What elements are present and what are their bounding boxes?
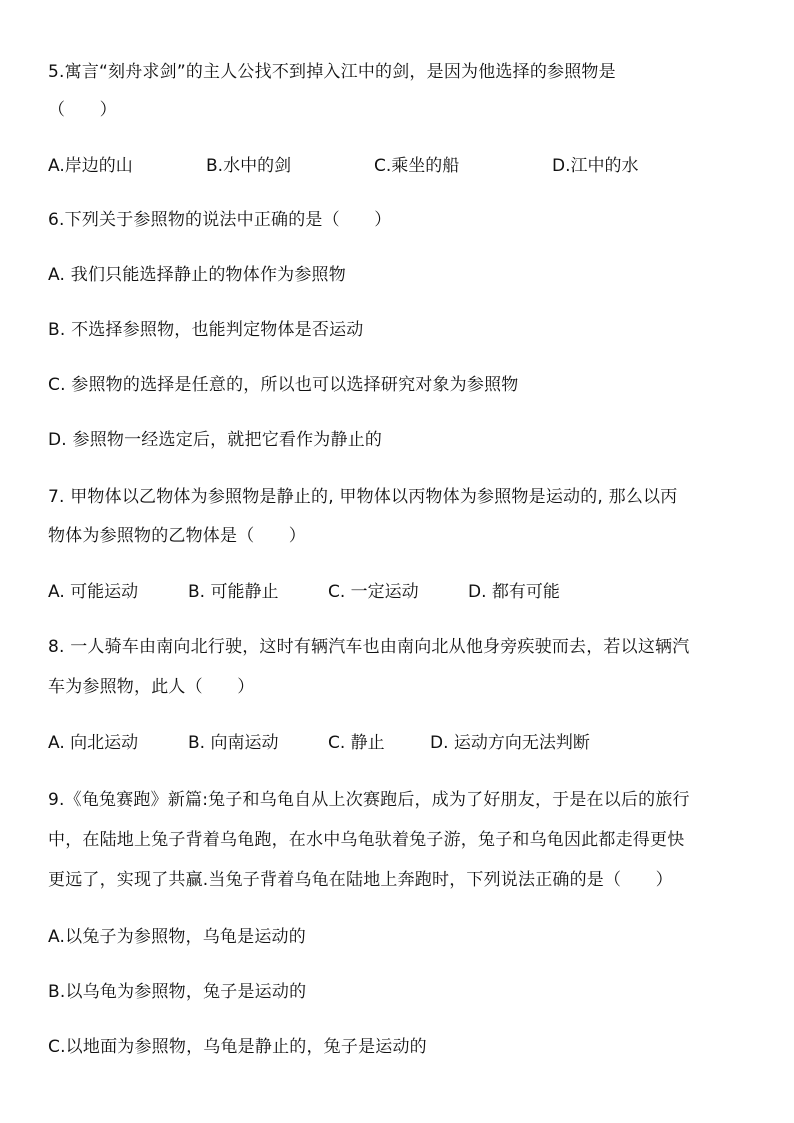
question-5-option-c: C.乘坐的船	[374, 156, 460, 176]
question-6-stem: 6.下列关于参照物的说法中正确的是（ ）	[48, 210, 392, 230]
question-5-stem-line-1: 5.寓言“刻舟求剑”的主人公找不到掉入江中的剑，是因为他选择的参照物是	[48, 62, 616, 82]
question-5-stem-line-2: （ ）	[48, 100, 117, 120]
question-8-stem-line-1: 8. 一人骑车由南向北行驶，这时有辆汽车也由南向北从他身旁疾驶而去，若以这辆汽	[48, 637, 690, 657]
question-8-stem-line-2: 车为参照物，此人（ ）	[48, 677, 255, 697]
question-6-option-d: D. 参照物一经选定后，就把它看作为静止的	[48, 430, 383, 450]
question-7-option-c: C. 一定运动	[328, 582, 419, 602]
question-9-stem-line-2: 中，在陆地上兔子背着乌龟跑，在水中乌龟驮着兔子游，兔子和乌龟因此都走得更快	[48, 830, 685, 850]
question-6-option-c: C. 参照物的选择是任意的，所以也可以选择研究对象为参照物	[48, 375, 519, 395]
question-5-option-d: D.江中的水	[552, 156, 639, 176]
question-9-stem-line-1: 9.《龟兔赛跑》新篇:兔子和乌龟自从上次赛跑后，成为了好朋友，于是在以后的旅行	[48, 790, 690, 810]
question-8-option-b: B. 向南运动	[188, 733, 279, 753]
question-7-option-a: A. 可能运动	[48, 582, 139, 602]
question-6-option-a: A. 我们只能选择静止的物体作为参照物	[48, 265, 346, 285]
question-8-option-c: C. 静止	[328, 733, 385, 753]
question-6-option-b: B. 不选择参照物，也能判定物体是否运动	[48, 320, 364, 340]
question-8-option-a: A. 向北运动	[48, 733, 139, 753]
question-8-option-d: D. 运动方向无法判断	[430, 733, 590, 753]
question-9-option-b: B.以乌龟为参照物，兔子是运动的	[48, 982, 307, 1002]
question-7-option-d: D. 都有可能	[468, 582, 560, 602]
question-5-option-b: B.水中的剑	[206, 156, 292, 176]
question-9-option-a: A.以兔子为参照物，乌龟是运动的	[48, 927, 306, 947]
question-7-stem-line-1: 7. 甲物体以乙物体为参照物是静止的, 甲物体以丙物体为参照物是运动的, 那么以丙	[48, 487, 678, 507]
question-9-stem-line-3: 更远了，实现了共赢.当兔子背着乌龟在陆地上奔跑时，下列说法正确的是（ ）	[48, 870, 673, 890]
question-5-option-a: A.岸边的山	[48, 156, 133, 176]
question-7-option-b: B. 可能静止	[188, 582, 279, 602]
question-9-option-c: C.以地面为参照物，乌龟是静止的，兔子是运动的	[48, 1037, 427, 1057]
question-7-stem-line-2: 物体为参照物的乙物体是（ ）	[48, 526, 306, 546]
